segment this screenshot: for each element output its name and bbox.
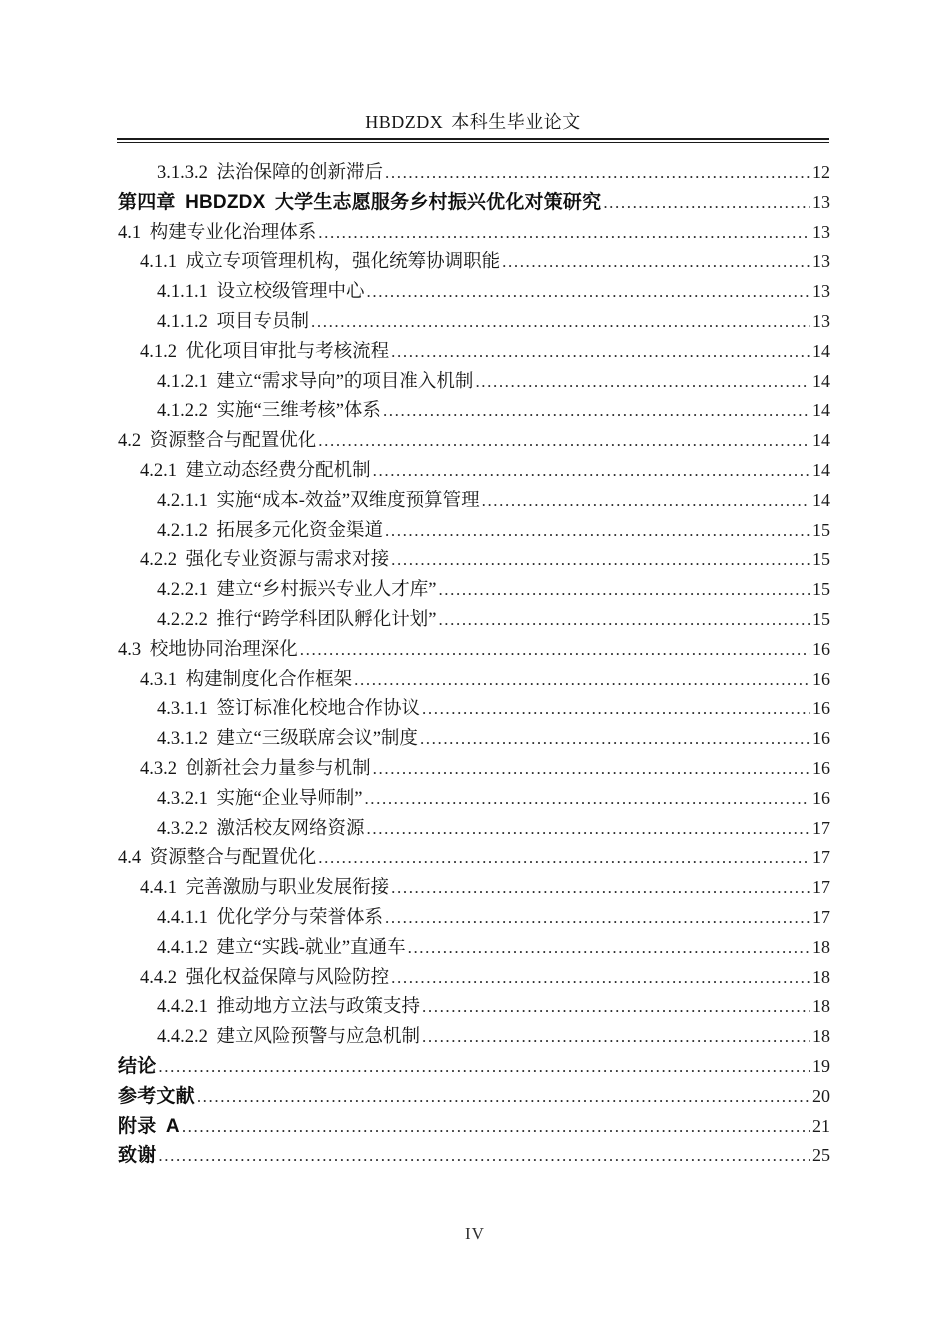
toc-entry-page: 17 xyxy=(812,817,830,838)
toc-entry-page: 14 xyxy=(812,370,830,391)
toc-entry-label: 4.2.2.2 推行“跨学科团队孵化计划” xyxy=(157,609,437,630)
toc-entry[interactable] xyxy=(118,1052,830,1082)
page-number: IV xyxy=(465,1224,485,1243)
toc-entry-page: 12 xyxy=(812,162,830,182)
toc-entry-page: 17 xyxy=(812,847,830,868)
toc-leader-dots xyxy=(385,158,810,189)
toc-leader-dots xyxy=(318,218,810,249)
toc-entry-label: 4.1.2 优化项目审批与考核流程 xyxy=(140,341,390,362)
toc-entry-page: 16 xyxy=(812,698,830,719)
toc-entry-label: 4.2.1.2 拓展多元化资金渠道 xyxy=(157,520,384,541)
toc-entry-label: 4.4.1.1 优化学分与荣誉体系 xyxy=(157,907,384,928)
toc-entry-label: 4.4.1 完善激励与职业发展衔接 xyxy=(140,878,390,899)
toc-entry[interactable] xyxy=(118,545,830,575)
toc-entry-label: 4.2.2 强化专业资源与需求对接 xyxy=(140,550,390,571)
toc-entry-label: 4.1.1.2 项目专员制 xyxy=(157,311,310,332)
toc-leader-dots xyxy=(373,754,810,785)
toc-entry[interactable] xyxy=(118,933,830,963)
toc-entry[interactable] xyxy=(118,1082,830,1112)
toc-entry[interactable] xyxy=(118,456,830,486)
toc-entry[interactable] xyxy=(118,247,830,277)
toc-leader-dots xyxy=(300,635,810,666)
toc-entry-label: 4.2.1 建立动态经费分配机制 xyxy=(140,460,371,481)
toc-entry-label: 4.1.1 成立专项管理机构，强化统筹协调职能 xyxy=(140,252,501,273)
toc-entry-page: 17 xyxy=(812,906,830,927)
toc-leader-dots xyxy=(383,396,810,427)
toc-entry-label: 4.3.1.1 签订标准化校地合作协议 xyxy=(157,699,421,720)
toc-leader-dots xyxy=(391,873,810,904)
toc-entry[interactable] xyxy=(118,158,830,188)
toc-entry-page: 18 xyxy=(812,966,830,987)
toc-entry-label: 4.1 构建专业化治理体系 xyxy=(118,222,317,243)
toc-entry-page: 15 xyxy=(812,549,830,570)
toc-leader-dots xyxy=(318,843,810,874)
toc-leader-dots xyxy=(482,486,810,517)
toc-leader-dots xyxy=(311,307,810,338)
toc-leader-dots xyxy=(158,1052,810,1083)
toc-leader-dots xyxy=(391,337,810,368)
header-title: HBDZDX 本科生毕业论文 xyxy=(365,112,581,132)
toc-entry[interactable] xyxy=(118,516,830,546)
toc-entry-page: 21 xyxy=(812,1115,830,1136)
toc-entry[interactable] xyxy=(118,575,830,605)
toc-entry-label: 结论 xyxy=(118,1055,157,1077)
toc-entry[interactable] xyxy=(118,843,830,873)
toc-entry-label: 4.3 校地协同治理深化 xyxy=(118,639,298,660)
toc-entry-page: 13 xyxy=(812,281,830,302)
toc-entry-page: 16 xyxy=(812,668,830,689)
toc-entry[interactable] xyxy=(118,903,830,933)
toc-entry-label: 4.4.2 强化权益保障与风险防控 xyxy=(140,967,390,988)
toc-leader-dots xyxy=(603,188,810,219)
toc-entry-page: 14 xyxy=(812,459,830,480)
toc-leader-dots xyxy=(391,963,810,994)
toc-entry[interactable] xyxy=(118,188,830,218)
toc-entry[interactable] xyxy=(118,337,830,367)
toc-leader-dots xyxy=(438,605,810,636)
toc-entry[interactable] xyxy=(118,218,830,248)
toc-entry[interactable] xyxy=(118,1141,830,1171)
toc-leader-dots xyxy=(408,933,810,964)
toc-entry[interactable] xyxy=(118,754,830,784)
toc-entry-label: 4.3.2 创新社会力量参与机制 xyxy=(140,758,371,779)
toc-entry[interactable] xyxy=(118,635,830,665)
toc-entry-page: 15 xyxy=(812,608,830,629)
toc-entry-page: 18 xyxy=(812,996,830,1017)
toc-entry[interactable] xyxy=(118,277,830,307)
toc-entry-page: 18 xyxy=(812,936,830,957)
toc-entry-label: 4.3.1.2 建立“三级联席会议”制度 xyxy=(157,729,418,750)
toc-entry-page: 15 xyxy=(812,579,830,600)
toc-leader-dots xyxy=(422,992,810,1023)
toc-leader-dots xyxy=(422,1022,810,1053)
toc-entry-label: 4.4.1.2 建立“实践-就业”直通车 xyxy=(157,937,406,958)
toc-entry-label: 4.2.2.1 建立“乡村振兴专业人才库” xyxy=(157,580,437,601)
toc-entry-page: 20 xyxy=(812,1085,830,1106)
toc-entry[interactable] xyxy=(118,814,830,844)
toc-leader-dots xyxy=(475,367,810,398)
toc-entry-page: 14 xyxy=(812,400,830,421)
toc-entry-page: 14 xyxy=(812,489,830,510)
toc-entry-page: 13 xyxy=(812,310,830,331)
toc-leader-dots xyxy=(420,724,810,755)
toc-leader-dots xyxy=(385,516,810,547)
toc-leader-dots xyxy=(391,545,810,576)
toc-entry-label: 4.1.2.1 建立“需求导向”的项目准入机制 xyxy=(157,371,474,392)
toc-entry[interactable] xyxy=(118,605,830,635)
toc-entry-label: 4.3.2.2 激活校友网络资源 xyxy=(157,818,365,839)
toc-entry-page: 13 xyxy=(812,191,830,212)
toc-entry-page: 16 xyxy=(812,638,830,659)
toc-entry-page: 16 xyxy=(812,787,830,808)
toc-leader-dots xyxy=(318,426,810,457)
toc-entry-label: 附录 A xyxy=(118,1115,180,1137)
toc-entry-label: 4.1.1.1 设立校级管理中心 xyxy=(157,282,365,303)
toc-entry-label: 4.4 资源整合与配置优化 xyxy=(118,848,317,869)
toc-entry-label: 4.2 资源整合与配置优化 xyxy=(118,431,317,452)
toc-entry[interactable] xyxy=(118,992,830,1022)
toc-entry[interactable] xyxy=(118,1022,830,1052)
toc-leader-dots xyxy=(502,247,810,278)
toc-leader-dots xyxy=(385,903,810,934)
toc-entry[interactable] xyxy=(118,873,830,903)
toc-leader-dots xyxy=(354,665,810,696)
toc-entry[interactable] xyxy=(118,665,830,695)
toc-leader-dots xyxy=(182,1112,810,1143)
toc-entry-label: 3.1.3.2 法治保障的创新滞后 xyxy=(157,163,384,183)
toc-leader-dots xyxy=(373,456,810,487)
toc-entry[interactable] xyxy=(118,307,830,337)
toc-entry[interactable] xyxy=(118,426,830,456)
toc-entry-label: 4.2.1.1 实施“成本-效益”双维度预算管理 xyxy=(157,490,480,511)
toc-entry[interactable] xyxy=(118,396,830,426)
toc-entry-label: 4.1.2.2 实施“三维考核”体系 xyxy=(157,401,381,422)
toc-entry-page: 14 xyxy=(812,340,830,361)
toc-entry[interactable] xyxy=(118,694,830,724)
page-header xyxy=(117,0,829,143)
toc-entry-label: 4.4.2.2 建立风险预警与应急机制 xyxy=(157,1027,421,1048)
toc-leader-dots xyxy=(367,814,810,845)
toc-entry[interactable] xyxy=(118,1112,830,1142)
toc-entry-page: 14 xyxy=(812,430,830,451)
toc-entry-label: 参考文献 xyxy=(118,1085,195,1107)
toc-leader-dots xyxy=(197,1082,810,1113)
toc-entry-page: 13 xyxy=(812,221,830,242)
toc-entry-label: 4.3.2.1 实施“企业导师制” xyxy=(157,788,363,809)
toc-list xyxy=(118,158,830,1171)
toc-leader-dots xyxy=(158,1141,810,1172)
toc-entry[interactable] xyxy=(118,724,830,754)
toc-entry-page: 18 xyxy=(812,1026,830,1047)
toc-entry-page: 25 xyxy=(812,1145,830,1166)
toc-entry-page: 16 xyxy=(812,757,830,778)
header-double-rule xyxy=(117,138,829,143)
toc-leader-dots xyxy=(367,277,810,308)
toc-entry-label: 致谢 xyxy=(118,1145,157,1167)
toc-entry[interactable] xyxy=(118,367,830,397)
toc-entry-page: 16 xyxy=(812,728,830,749)
toc-entry[interactable] xyxy=(118,784,830,814)
toc-entry-label: 4.4.2.1 推动地方立法与政策支持 xyxy=(157,997,421,1018)
toc-entry-label: 第四章 HBDZDX 大学生志愿服务乡村振兴优化对策研究 xyxy=(118,191,602,213)
toc-leader-dots xyxy=(422,694,810,725)
page-footer xyxy=(0,1224,950,1244)
toc-entry-page: 15 xyxy=(812,519,830,540)
toc-entry-page: 13 xyxy=(812,251,830,272)
toc-leader-dots xyxy=(438,575,810,606)
toc-entry[interactable] xyxy=(118,963,830,993)
toc-leader-dots xyxy=(364,784,810,815)
toc-entry-page: 17 xyxy=(812,877,830,898)
toc-entry-page: 19 xyxy=(812,1055,830,1076)
toc-entry[interactable] xyxy=(118,486,830,516)
toc-entry-label: 4.3.1 构建制度化合作框架 xyxy=(140,669,353,690)
